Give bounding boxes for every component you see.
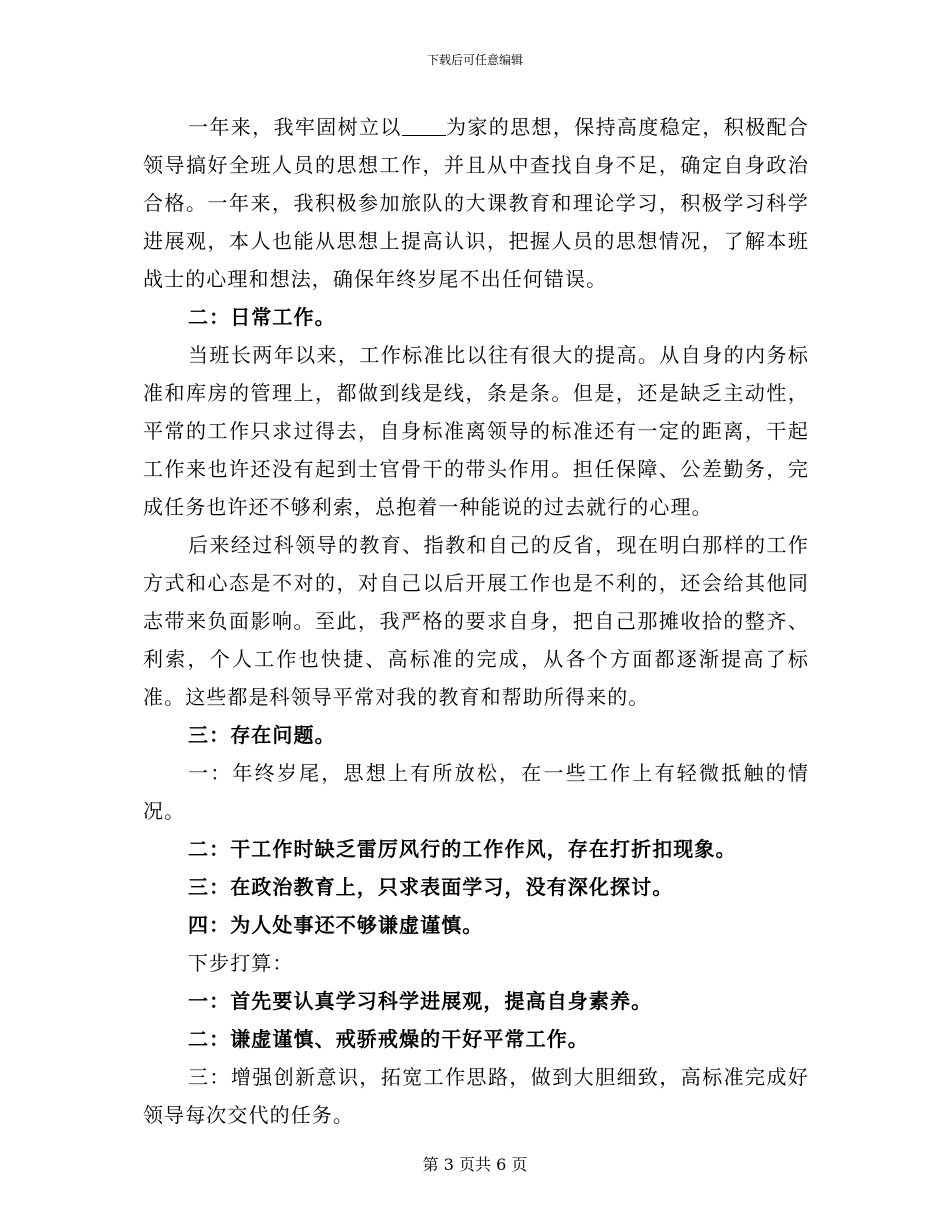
paragraph-political-thought [143,108,809,298]
section-heading-daily-work: 二：日常工作。 [188,305,336,329]
section-heading-problems: 三：存在问题。 [188,723,336,747]
page-header: 下载后可任意编辑 [426,53,523,67]
problem-item-3: 三：在政治教育上，只求表面学习，没有深化探讨。 [188,875,674,899]
problem-item-1: 一：年终岁尾，思想上有所放松，在一些工作上有轻微抵触的情况。 [143,761,809,823]
document-body [143,108,809,1134]
fill-in-blank [402,117,446,136]
paragraph-text-after-blank: 为家的思想，保持高度稳定，积极配合领导搞好全班人员的思想工作，并且从中查找自身不足，确定自身政治合格。一年来，我积极参加旅队的大课教育和理论学习，积极学习科学进展观，本人也能从思想上提高认识，把握人员的思想情况，了解本班战士的心理和想法，确保年终岁尾不出任何错误。 [143,115,809,291]
paragraph-reflection: 后来经过科领导的教育、指教和自己的反省，现在明白那样的工作方式和心态是不对的，对自己以后开展工作也是不利的，还会给其他同志带来负面影响。至此，我严格的要求自身，把自己那摊收拾的整齐、利索，个人工作也快捷、高标准的完成，从各个方面都逐渐提高了标准。这些都是科领导平常对我的教育和帮助所得来的。 [143,533,809,709]
page-number: 第 3 页共 6 页 [422,1155,528,1174]
paragraph-text-before-blank: 一年来，我牢固树立以 [188,115,402,139]
section-heading-next-plans: 下步打算： [188,951,294,975]
problem-item-2: 二：干工作时缺乏雷厉风行的工作作风，存在打折扣现象。 [188,837,737,861]
plan-item-3: 三：增强创新意识，拓宽工作思路，做到大胆细致，高标准完成好领导每次交代的任务。 [143,1065,809,1127]
problem-item-4: 四：为人处事还不够谦虚谨慎。 [188,913,484,937]
plan-item-2: 二：谦虚谨慎、戒骄戒燥的干好平常工作。 [188,1027,589,1051]
plan-item-1: 一：首先要认真学习科学进展观，提高自身素养。 [188,989,653,1013]
paragraph-daily-work: 当班长两年以来，工作标准比以往有很大的提高。从自身的内务标准和库房的管理上，都做到线是线，条是条。但是，还是缺乏主动性，平常的工作只求过得去，自身标准离领导的标准还有一定的距离，干起工作来也许还没有起到士官骨干的带头作用。担任保障、公差勤务，完成任务也许还不够利索，总抱着一种能说的过去就行的心理。 [143,343,809,519]
